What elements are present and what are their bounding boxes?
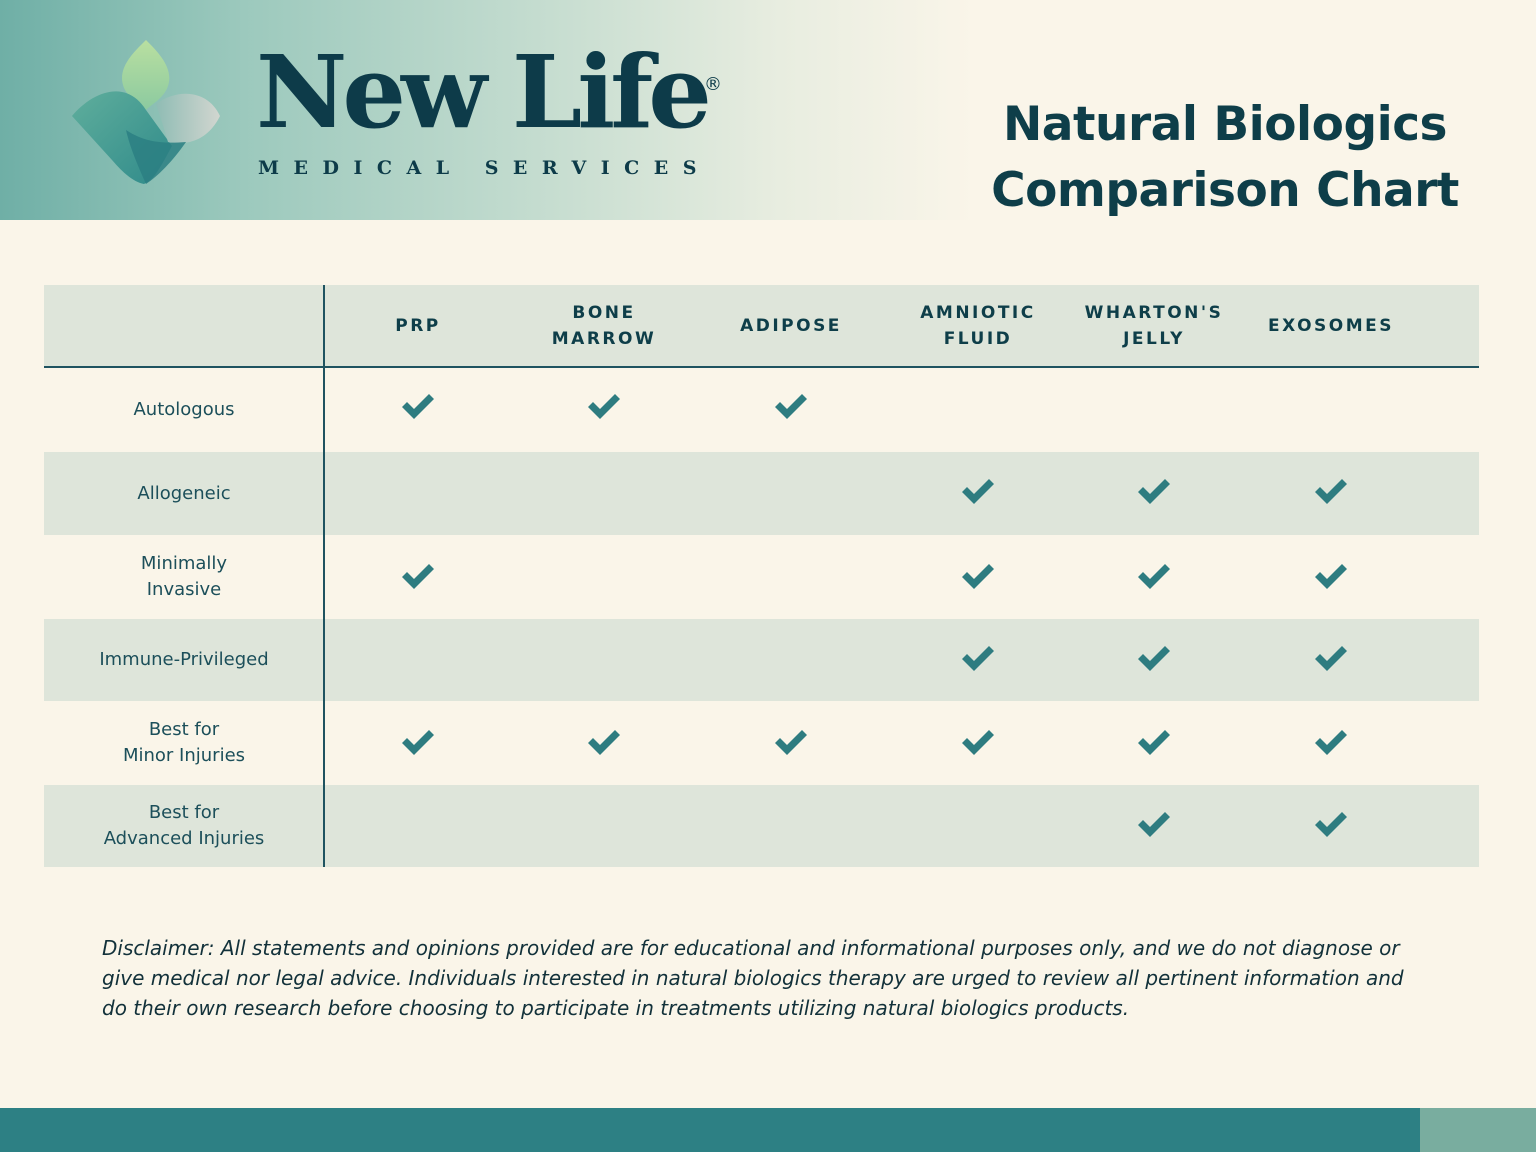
column-header-bone-marrow: BONE MARROW (551, 303, 657, 349)
page-title (975, 92, 1475, 224)
check-icon (585, 728, 623, 758)
footer-bar (0, 1108, 1420, 1152)
check-icon (1135, 562, 1173, 592)
row-label: Best for Advanced Injuries (103, 802, 265, 849)
check-icon (1312, 477, 1350, 507)
footer-accent (1420, 1108, 1536, 1152)
table-row (44, 619, 1479, 701)
logo-leaf-icon (68, 38, 224, 188)
table-row (44, 535, 1479, 619)
column-header-prp: PRP (395, 316, 441, 336)
check-icon (1135, 477, 1173, 507)
check-icon (1135, 728, 1173, 758)
column-header-amniotic-fluid: AMNIOTIC FLUID (920, 303, 1036, 349)
check-icon (399, 392, 437, 422)
brand-subtitle: MEDICAL SERVICES (258, 157, 711, 179)
disclaimer-text: Disclaimer: All statements and opinions provided are for educational and informational purposes only, and we do not diagnose or give medical nor legal advice. Individuals interested in natural biologics therapy are urged to review all pertinent information and do their own research before choosing to participate in treatments utilizing natural biologics products. (102, 936, 1404, 1020)
row-label: Allogeneic (137, 482, 231, 504)
check-icon (399, 728, 437, 758)
registered-mark: ® (704, 74, 722, 95)
row-label: Best for Minor Injuries (122, 719, 246, 766)
table-row (44, 701, 1479, 785)
column-header-whartons-jelly: WHARTON'S JELLY (1084, 303, 1224, 349)
column-header-exosomes: EXOSOMES (1267, 316, 1395, 336)
check-icon (585, 392, 623, 422)
check-icon (1135, 810, 1173, 840)
page-title-line2: Comparison Chart (991, 163, 1459, 218)
table-row (44, 785, 1479, 867)
page-title-line1: Natural Biologics (1002, 97, 1448, 152)
row-label: Immune-Privileged (99, 649, 269, 670)
check-icon (1312, 644, 1350, 674)
check-icon (772, 392, 810, 422)
row-label: Autologous (133, 398, 235, 420)
comparison-table (44, 285, 1479, 867)
check-icon (959, 477, 997, 507)
check-icon (399, 562, 437, 592)
check-icon (959, 644, 997, 674)
header-divider (44, 366, 1479, 368)
check-icon (959, 562, 997, 592)
table-row (44, 452, 1479, 535)
row-label: Minimally Invasive (140, 553, 228, 600)
check-icon (959, 728, 997, 758)
table-row (44, 367, 1479, 452)
check-icon (772, 728, 810, 758)
column-header-adipose: ADIPOSE (740, 316, 842, 336)
check-icon (1312, 728, 1350, 758)
check-icon (1312, 810, 1350, 840)
check-icon (1312, 562, 1350, 592)
vertical-divider (323, 285, 325, 867)
check-icon (1135, 644, 1173, 674)
brand-name: New Life (256, 33, 707, 151)
